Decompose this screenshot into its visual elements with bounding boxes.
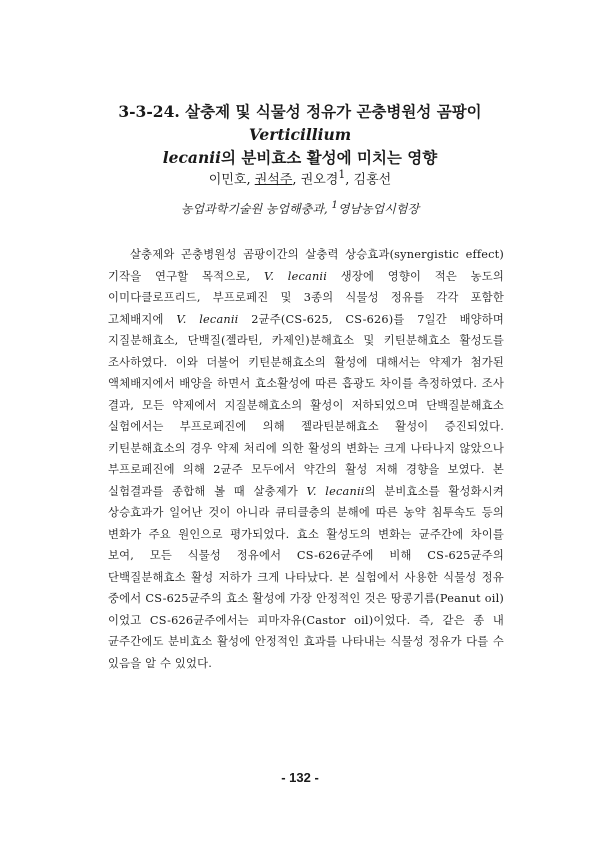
author-3: 권오경 bbox=[300, 172, 339, 188]
abstract-text: 2균주(CS-625, CS-626)를 7일간 배양하며 지질분해효소, 단백질(젤라틴, 카제인)분해효소 및 키틴분해효소 활성도를 조사하였다. 이와 더불어 키틴분해효소의 활성에 대해서는 약제가 첨가된 액체배지에서 배양을 하면서 효소활성에 따른 흡광도 차이를 측정하였다. 조사 결과, 모든 약제에서 지질분해효소의 활성이 저하되었으며 단백질분해효소 실험에서는 부프로페진에 의해 젤라틴분해효소 활성이 증진되었다. 키틴분해효소의 경우 약제 처리에 의한 활성의 변화는 크게 나타나지 않았으나 부프로페진에 의해 2균주 모두에서 약간의 활성 저해 경향을 보였다. 본 실험결과를 종합해 볼 때 살충제가 bbox=[108, 312, 505, 498]
affiliation-mark: 1 bbox=[331, 200, 338, 211]
affiliation-1: 농업과학기술원 농업해충과, bbox=[180, 202, 328, 216]
author-separator: , bbox=[292, 172, 297, 188]
author-4: 김홍선 bbox=[353, 172, 392, 188]
title-species-epithet: lecanii bbox=[162, 148, 222, 167]
author-list bbox=[0, 168, 600, 187]
species-name: V. lecanii bbox=[306, 484, 365, 498]
abstract-text: 살충제와 곤충병원성 곰팡이간의 살충력 상승효과(synergistic effect) 기작을 연구할 목적으로, bbox=[108, 248, 504, 283]
abstract-text: 생장에 영향이 적은 농도의 이미다클로프리드, 부프로페진 및 3종의 식물성 정유를 각각 포함한 고체배지에 bbox=[108, 269, 504, 326]
author-3-affiliation-mark: 1 bbox=[338, 168, 346, 181]
abstract-paragraph bbox=[108, 244, 504, 674]
paper-title bbox=[90, 100, 510, 169]
author-2: 권석주 bbox=[254, 172, 293, 188]
title-line1: 3-3-24. 살충제 및 식물성 정유가 곤충병원성 곰팡이 bbox=[118, 102, 482, 121]
species-name: V. lecanii bbox=[263, 269, 328, 283]
species-name: V. lecanii bbox=[176, 312, 239, 326]
abstract-text: 의 분비효소를 활성화시켜 상승효과가 일어난 것이 아니라 큐티클층의 분해에 따른 농약 침투속도 등의 변화가 주요 원인으로 평가되었다. 효소 활성도의 변화는 균주간에 차이를 보여, 모든 식물성 정유에서 CS-626균주에 비해 CS-625균주의 단백질분해효소 활성 저하가 크게 나타났다. 본 실험에서 사용한 식물성 정유 중에서 CS-625균주의 효소 활성에 가장 안정적인 것은 땅콩기름(Peanut oil)이었고 CS-626균주에서는 피마자유(Castor oil)이었다. 즉, 같은 종 내 균주간에도 분비효소 활성에 안정적인 효과를 나타내는 식물성 정유가 다를 수 있음을 알 수 있었다. bbox=[108, 484, 504, 670]
author-1: 이민호, bbox=[208, 172, 251, 188]
affiliation bbox=[0, 200, 600, 217]
title-line2: 의 분비효소 활성에 미치는 영향 bbox=[221, 148, 438, 167]
affiliation-2: 영남농업시험장 bbox=[337, 202, 420, 216]
title-species-genus: Verticillium bbox=[248, 125, 352, 144]
author-separator: , bbox=[345, 172, 350, 188]
page-number: - 132 - bbox=[281, 770, 319, 785]
